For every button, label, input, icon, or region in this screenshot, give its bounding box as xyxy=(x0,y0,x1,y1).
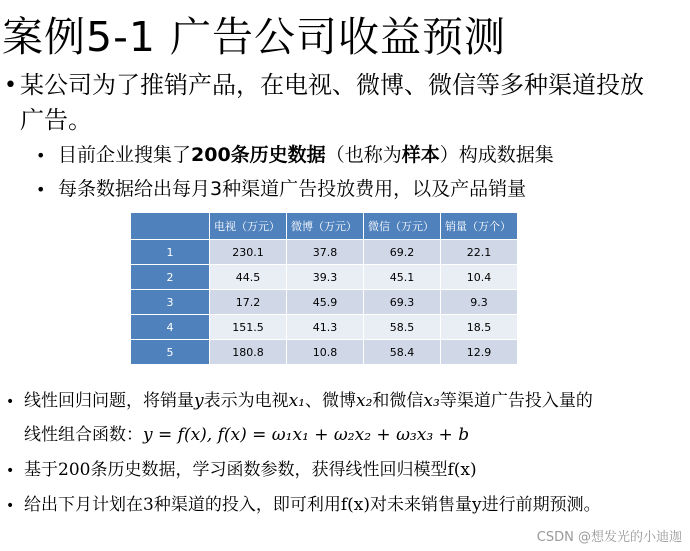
var-x1: x₁ xyxy=(288,391,306,411)
b1-line2-label: 线性组合函数： xyxy=(24,425,143,445)
table-row xyxy=(131,240,518,265)
table-header-weibo: 微博（万元） xyxy=(287,213,364,240)
table-cell: 12.9 xyxy=(441,340,518,365)
b2-text: 基于200条历史数据，学习函数参数，获得线性回归模型f(x) xyxy=(24,460,477,480)
table-cell: 69.3 xyxy=(364,290,441,315)
sub1-pre: 目前企业搜集了 xyxy=(58,144,192,166)
data-table xyxy=(131,213,518,364)
table-cell: 10.8 xyxy=(287,340,364,365)
table-cell: 45.9 xyxy=(287,290,364,315)
b1-text-e: 等渠道广告投入量的 xyxy=(439,391,593,411)
bullet-dot: • xyxy=(6,498,15,514)
table-header-sales: 销量（万个） xyxy=(441,213,518,240)
var-y: y xyxy=(194,391,204,411)
table-cell: 58.5 xyxy=(364,315,441,340)
bullet-dot: • xyxy=(36,180,46,199)
table-cell: 44.5 xyxy=(210,265,287,290)
table-cell: 69.2 xyxy=(364,240,441,265)
bullet-linear-regression xyxy=(6,388,593,415)
sub1-mid: （也称为 xyxy=(325,144,402,166)
sub1-bold-sample: 样本 xyxy=(401,144,440,166)
table-cell: 41.3 xyxy=(287,315,364,340)
b3-text: 给出下月计划在3种渠道的投入，即可利用f(x)对未来销售量y进行前期预测。 xyxy=(24,495,601,515)
table-cell: 18.5 xyxy=(441,315,518,340)
table-cell: 45.1 xyxy=(364,265,441,290)
regression-formula: y = f(x), f(x) = ω₁x₁ + ω₂x₂ + ω₃x₃ + b xyxy=(143,425,470,445)
table-cell: 17.2 xyxy=(210,290,287,315)
var-x2: x₂ xyxy=(356,391,373,411)
page-title: 案例5-1 广告公司收益预测 xyxy=(2,13,506,61)
b1-text-a: 线性回归问题，将销量 xyxy=(24,391,194,411)
bullet-dot: • xyxy=(4,73,17,98)
bullet-dot: • xyxy=(6,463,15,479)
bullet-dot: • xyxy=(36,146,46,165)
table-row xyxy=(131,340,518,365)
table-header-row xyxy=(131,213,518,240)
table-cell: 10.4 xyxy=(441,265,518,290)
intro-bullet xyxy=(4,68,664,138)
bullet-training xyxy=(6,457,477,484)
b1-text-b: 表示为电视 xyxy=(203,391,289,411)
sub1-bold-count: 200条历史数据 xyxy=(191,144,326,166)
table-row xyxy=(131,265,518,290)
table-header-corner xyxy=(131,213,210,240)
table-cell: 151.5 xyxy=(210,315,287,340)
table-cell: 1 xyxy=(131,240,210,265)
sub1-post: ）构成数据集 xyxy=(439,144,554,166)
table-cell: 9.3 xyxy=(441,290,518,315)
table-cell: 39.3 xyxy=(287,265,364,290)
table-cell: 180.8 xyxy=(210,340,287,365)
table-row xyxy=(131,315,518,340)
bullet-dot: • xyxy=(6,394,15,410)
table-cell: 3 xyxy=(131,290,210,315)
table-cell: 2 xyxy=(131,265,210,290)
b1-text-c: 、微博 xyxy=(305,391,357,411)
csdn-watermark: CSDN @想发光的小迪迦 xyxy=(536,530,682,545)
sub2-text: 每条数据给出每月3种渠道广告投放费用，以及产品销量 xyxy=(58,178,527,200)
sub-bullet-dataset xyxy=(36,143,554,168)
table-header-tv: 电视（万元） xyxy=(210,213,287,240)
table-cell: 5 xyxy=(131,340,210,365)
bullet-prediction xyxy=(6,492,601,519)
table-cell: 22.1 xyxy=(441,240,518,265)
table-cell: 58.4 xyxy=(364,340,441,365)
b1-text-d: 和微信 xyxy=(372,391,424,411)
table-cell: 230.1 xyxy=(210,240,287,265)
table-row xyxy=(131,290,518,315)
var-x3: x₃ xyxy=(423,391,440,411)
intro-text: 某公司为了推销产品，在电视、微博、微信等多种渠道投放广告。 xyxy=(20,71,644,134)
table-header-wechat: 微信（万元） xyxy=(364,213,441,240)
sub-bullet-fields xyxy=(36,177,526,202)
table-cell: 37.8 xyxy=(287,240,364,265)
table-cell: 4 xyxy=(131,315,210,340)
bullet-formula-line xyxy=(6,422,469,448)
